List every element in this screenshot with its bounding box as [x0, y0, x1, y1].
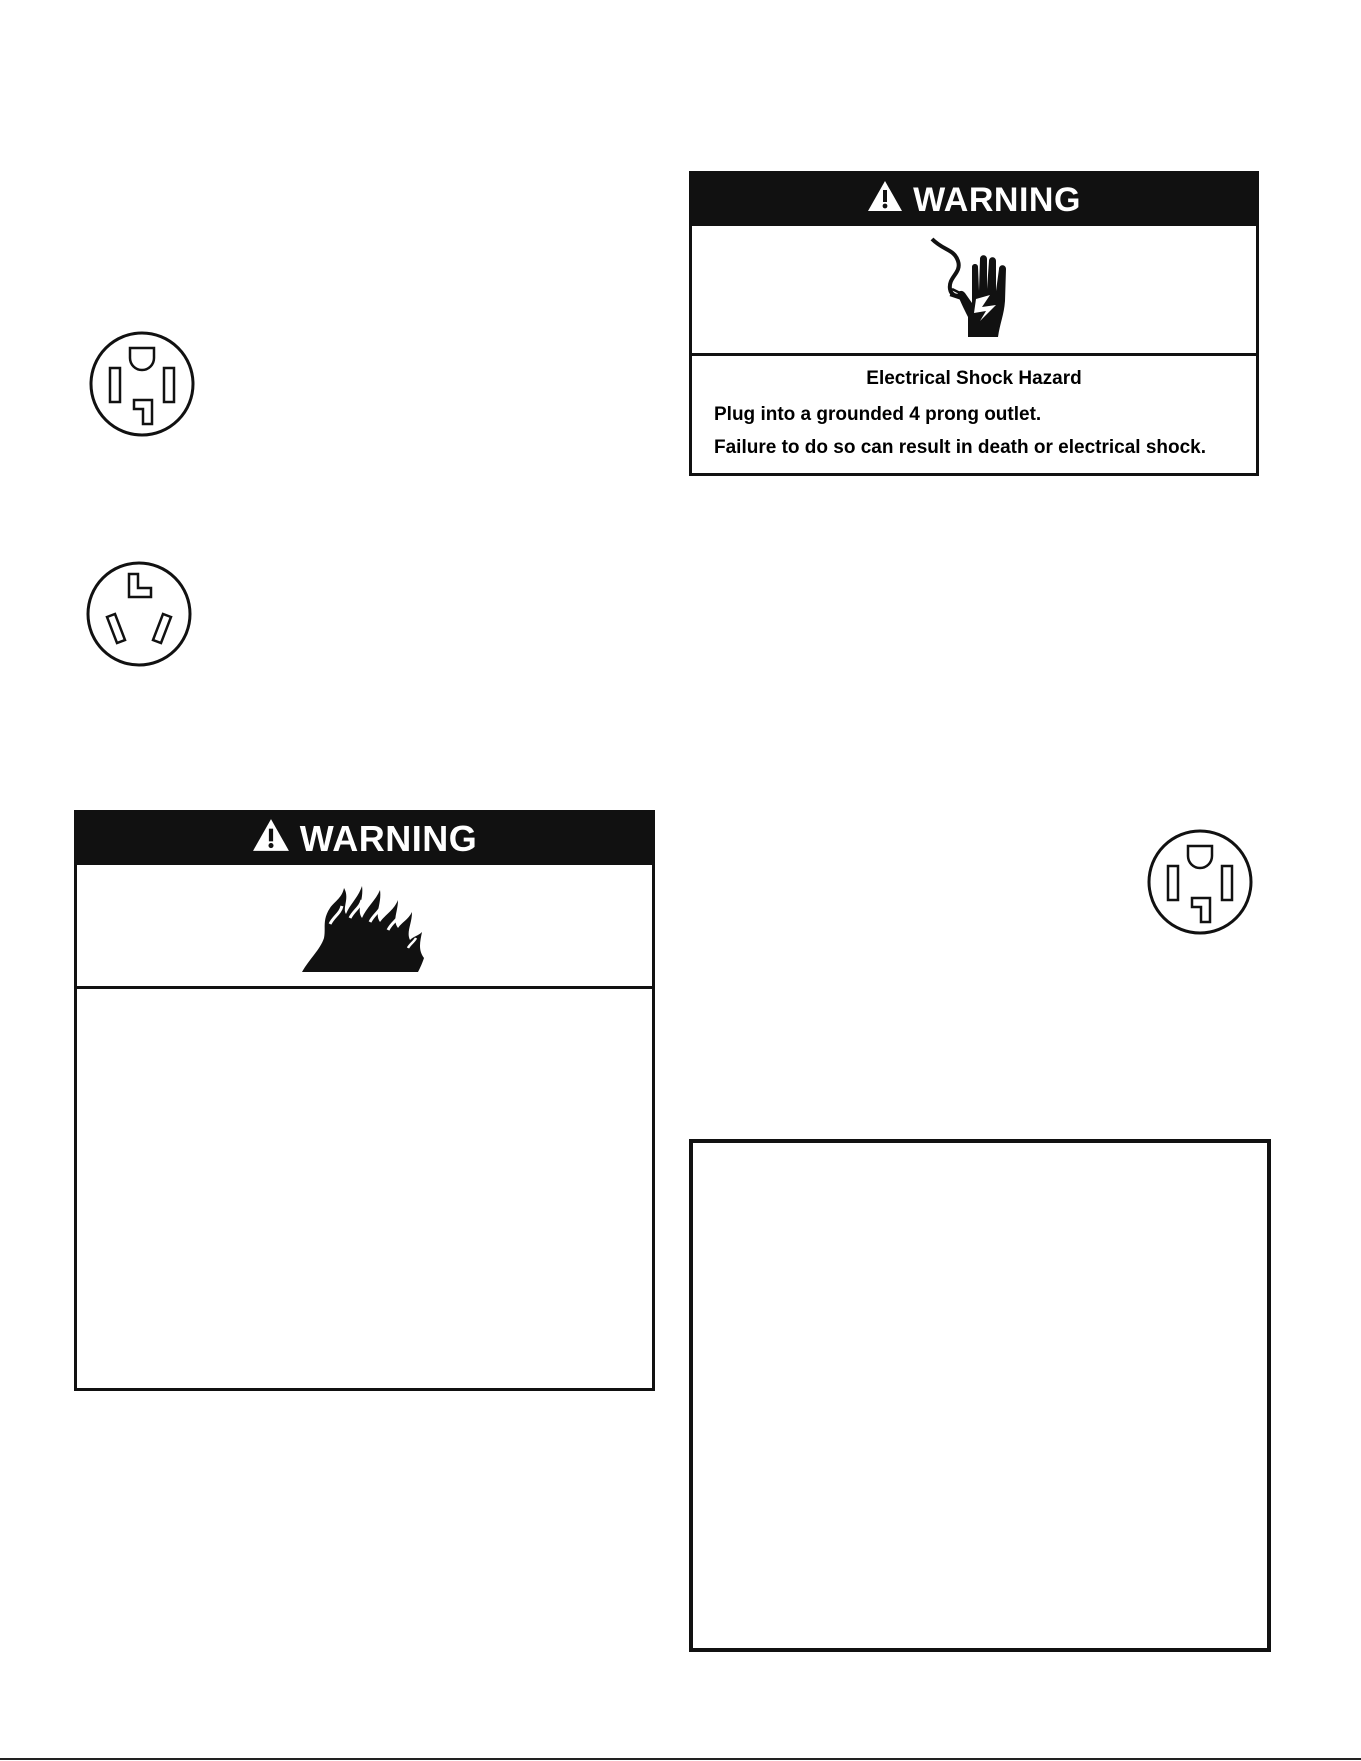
warning-body — [692, 356, 1256, 459]
4-prong-outlet-icon — [88, 330, 196, 438]
electric-shock-hand-icon — [692, 226, 1256, 356]
warning-title: WARNING — [299, 818, 478, 859]
warning-title: WARNING — [913, 180, 1081, 219]
warning-line: Plug into a grounded 4 prong outlet. — [714, 404, 1042, 425]
page-bottom-rule — [0, 1758, 1361, 1760]
warning-line: Failure to do so can result in death or electrical shock. — [714, 437, 1207, 458]
warning-header — [692, 174, 1256, 226]
warning-triangle-icon — [252, 818, 290, 861]
fire-warning-box — [74, 810, 655, 1391]
3-prong-outlet-icon — [85, 560, 193, 668]
warning-triangle-icon — [867, 180, 903, 221]
warning-header — [77, 813, 652, 865]
note-box — [689, 1139, 1271, 1652]
fire-flames-icon — [77, 865, 652, 989]
shock-warning-box — [689, 171, 1259, 476]
hazard-title: Electrical Shock Hazard — [866, 368, 1082, 389]
4-prong-outlet-icon-right — [1146, 828, 1254, 936]
